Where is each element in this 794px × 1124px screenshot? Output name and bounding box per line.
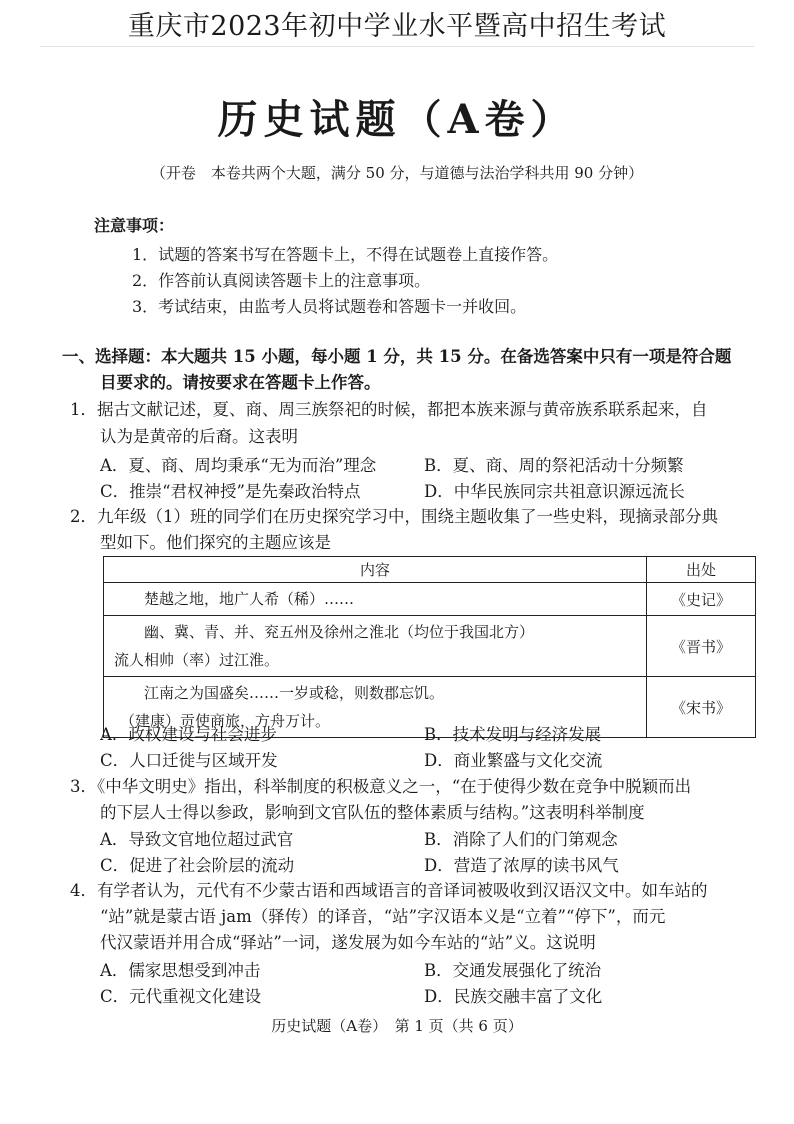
question-3-line: 的下层人士得以参政，影响到文官队伍的整体素质与结构。”这表明科举制度 [100, 803, 645, 822]
table-row [104, 583, 756, 616]
question-3-line: 3．《中华文明史》指出，科举制度的积极意义之一，“在于使得少数在竞争中脱颖而出 [70, 777, 692, 796]
option-b: B．交通发展强化了统治 [424, 961, 602, 980]
option-d: D．中华民族同宗共祖意识源远流长 [424, 482, 685, 501]
option-a: A．儒家思想受到冲击 [100, 961, 261, 980]
option-c: C．促进了社会阶层的流动 [100, 856, 295, 875]
table-header-content: 内容 [104, 557, 647, 583]
content-line: （建康）贡使商旅，方舟万计。 [120, 712, 331, 730]
section-heading: 一、选择题：本大题共 15 小题，每小题 1 分，共 15 分。在备选答案中只有一项是符合题 [62, 347, 732, 366]
exam-subtitle: （开卷 本卷共两个大题，满分 50 分，与道德与法治学科共用 90 分钟） [150, 164, 644, 182]
table-header-source: 出处 [647, 557, 756, 583]
table-header-row [104, 557, 756, 583]
table-cell-content [104, 583, 647, 616]
option-b: B．技术发明与经济发展 [424, 725, 602, 744]
notice-item: 3．考试结束，由监考人员将试题卷和答题卡一并收回。 [132, 297, 527, 316]
table-cell-source: 《宋书》 [647, 677, 756, 738]
content-line: 流人相帅（率）过江淮。 [114, 651, 280, 669]
content-line: 江南之为国盛矣……一岁或稔，则数郡忘饥。 [144, 684, 445, 702]
content-line: 幽、冀、青、并、兖五州及徐州之淮北（均位于我国北方） [144, 623, 535, 641]
notice-title: 注意事项： [94, 216, 175, 235]
option-d: D．营造了浓厚的读书风气 [424, 856, 619, 875]
page-title: 历史试题（A卷） [217, 96, 577, 143]
question-1-line: 1．据古文献记述，夏、商、周三族祭祀的时候，都把本族来源与黄帝族系联系起来，自 [70, 400, 708, 419]
section-heading-cont: 目要求的。请按要求在答题卡上作答。 [100, 373, 381, 392]
option-b: B．夏、商、周的祭祀活动十分频繁 [424, 456, 684, 475]
option-c: C．元代重视文化建设 [100, 987, 262, 1006]
notice-item: 1．试题的答案书写在答题卡上，不得在试题卷上直接作答。 [132, 245, 559, 264]
page-footer: 历史试题（A卷） 第 1 页（共 6 页） [271, 1017, 523, 1035]
option-a: A．导致文官地位超过武官 [100, 830, 294, 849]
notice-item: 2．作答前认真阅读答题卡上的注意事项。 [132, 271, 431, 290]
question-2-line: 2．九年级（1）班的同学们在历史探究学习中，围绕主题收集了一些史料，现摘录部分典 [70, 507, 718, 526]
table-row [104, 616, 756, 677]
question-4-line: “站”就是蒙古语 jam（驿传）的译音，“站”字汉语本义是“立着”“停下”，而元 [100, 907, 666, 926]
header-divider [40, 46, 754, 47]
option-c: C．推崇“君权神授”是先秦政治特点 [100, 482, 361, 501]
question-4-line: 4．有学者认为，元代有不少蒙古语和西域语言的音译词被吸收到汉语汉文中。如车站的 [70, 881, 708, 900]
question-4-line: 代汉蒙语并用合成“驿站”一词，遂发展为如今车站的“站”义。这说明 [100, 933, 596, 952]
table-cell-source: 《晋书》 [647, 616, 756, 677]
exam-header: 重庆市2023年初中学业水平暨高中招生考试 [127, 11, 667, 42]
option-c: C．人口迁徙与区域开发 [100, 751, 278, 770]
content-line: 楚越之地，地广人希（稀）…… [144, 590, 355, 608]
question-2-line: 型如下。他们探究的主题应该是 [100, 533, 331, 552]
option-d: D．商业繁盛与文化交流 [424, 751, 603, 770]
option-b: B．消除了人们的门第观念 [424, 830, 618, 849]
table-cell-content [104, 616, 647, 677]
question-1-line: 认为是黄帝的后裔。这表明 [100, 427, 298, 446]
source-table [103, 556, 756, 738]
option-a: A．政权建设与社会进步 [100, 725, 277, 744]
option-a: A．夏、商、周均秉承“无为而治”理念 [100, 456, 377, 475]
table-cell-source: 《史记》 [647, 583, 756, 616]
option-d: D．民族交融丰富了文化 [424, 987, 603, 1006]
